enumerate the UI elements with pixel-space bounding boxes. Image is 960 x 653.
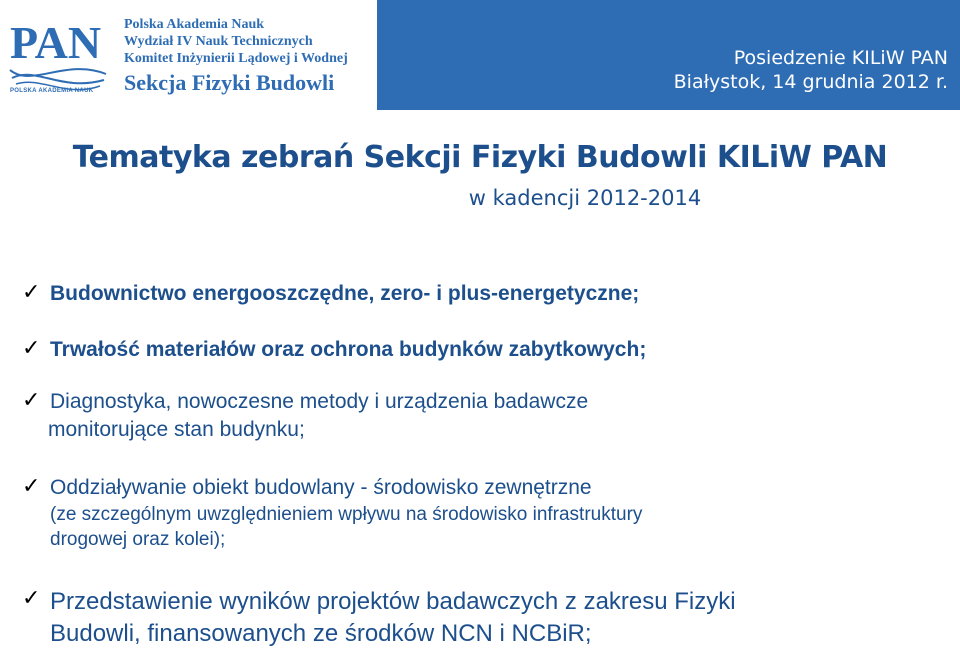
section-name: Sekcja Fizyki Budowli — [124, 70, 335, 95]
item-line: (ze szczególnym uwzględnieniem wpływu na środowisko infrastruktury — [50, 504, 643, 525]
meeting-line-2: Białystok, 14 grudnia 2012 r. — [673, 71, 948, 93]
list-item — [22, 336, 646, 364]
meeting-line-1: Posiedzenie KILiW PAN — [733, 47, 948, 69]
logo-small-text: POLSKA AKADEMIA NAUK — [10, 88, 94, 94]
list-item — [22, 474, 642, 552]
logo-panel — [0, 0, 377, 110]
list-item — [22, 586, 736, 650]
checkmark-icon: ✓ — [22, 336, 41, 361]
checkmark-icon: ✓ — [22, 388, 41, 413]
header-bar — [0, 0, 960, 110]
item-line: Oddziaływanie obiekt budowlany - środowisko zewnętrzne — [50, 476, 592, 499]
item-line: Diagnostyka, nowoczesne metody i urządzenia badawcze — [50, 390, 589, 413]
item-line: Budownictwo energooszczędne, zero- i plus-energetyczne; — [50, 282, 640, 305]
list-item — [22, 280, 639, 308]
org-line-2: Wydział IV Nauk Technicznych — [124, 34, 313, 49]
item-line: drogowej oraz kolei); — [50, 529, 226, 550]
org-line-1: Polska Akademia Nauk — [124, 17, 265, 32]
logo-text: PAN — [10, 17, 102, 68]
item-line: Budowli, finansowanych ze środków NCN i NCBiR; — [50, 620, 592, 647]
organization-info — [124, 16, 348, 97]
item-line: Przedstawienie wyników projektów badawczych z zakresu Fizyki — [50, 588, 736, 615]
org-line-3: Komitet Inżynierii Lądowej i Wodnej — [124, 51, 348, 66]
list-item — [22, 388, 588, 444]
item-line: monitorujące stan budynku; — [48, 418, 305, 441]
checkmark-icon: ✓ — [22, 474, 41, 499]
checkmark-icon: ✓ — [22, 586, 41, 611]
page-title: Tematyka zebrań Sekcji Fizyki Budowli KILiW PAN — [72, 140, 888, 175]
page-subtitle: w kadencji 2012-2014 — [468, 186, 702, 210]
meeting-info — [674, 46, 948, 94]
item-line: Trwałość materiałów oraz ochrona budynków zabytkowych; — [50, 338, 647, 361]
checkmark-icon: ✓ — [22, 280, 41, 305]
